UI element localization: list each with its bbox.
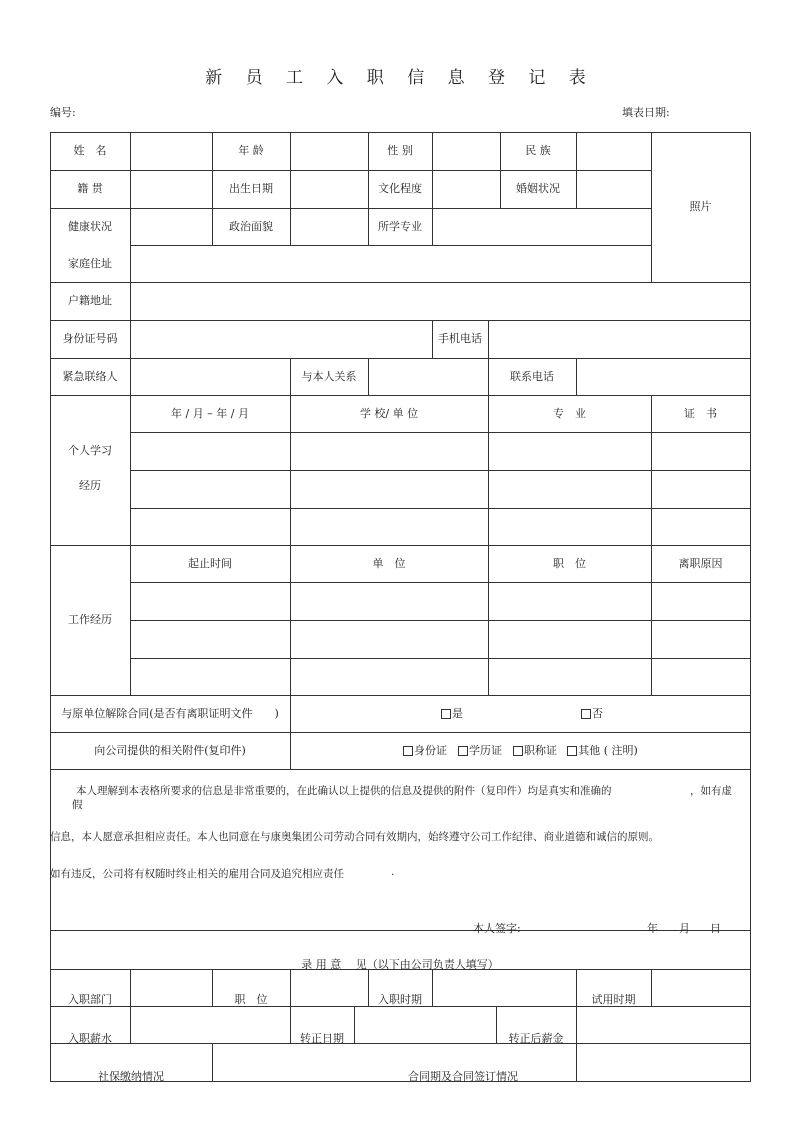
grid-line-vertical xyxy=(130,969,131,1044)
education-label: 文化程度 xyxy=(378,182,422,196)
fill-date-label: 填表日期: xyxy=(622,106,670,119)
grid-line-vertical xyxy=(651,969,652,1007)
contract-no-option[interactable] xyxy=(577,695,607,732)
declaration-line1-wrap: 假 xyxy=(72,799,83,811)
grid-line-horizontal xyxy=(50,282,751,283)
study-header-period: 年 / 月 – 年 / 月 xyxy=(171,406,249,420)
grid-line-vertical xyxy=(576,358,577,396)
attach-id-label: 身份证 xyxy=(414,743,447,757)
attach-title-option[interactable] xyxy=(510,732,560,769)
checkbox-icon[interactable] xyxy=(567,746,577,756)
grid-line-horizontal xyxy=(50,930,751,931)
grid-line-vertical xyxy=(130,132,131,246)
grid-line-horizontal xyxy=(50,1043,751,1044)
sign-day-label: 日 xyxy=(710,922,721,935)
grid-line-vertical xyxy=(130,282,131,321)
home-address-label: 家庭住址 xyxy=(68,256,112,270)
hiring-contract-term-label: 合同期及合同签订情况 xyxy=(408,1070,518,1084)
grid-line-horizontal xyxy=(130,432,751,433)
grid-line-vertical xyxy=(290,969,291,1007)
native-place-label: 籍 贯 xyxy=(77,182,103,196)
declaration-line3: 如有违反，公司将有权随时终止相关的雇用合同及追究相应责任 xyxy=(50,868,344,880)
hiring-dept-label: 入职部门 xyxy=(68,993,112,1007)
signature-label: 本人签字: xyxy=(473,922,521,935)
grid-line-vertical xyxy=(432,969,433,1007)
health-label: 健康状况 xyxy=(68,219,112,233)
study-label-line1: 个人学习 xyxy=(68,444,112,458)
work-header-position: 职 位 xyxy=(553,556,586,570)
id-number-label: 身份证号码 xyxy=(62,332,118,346)
hiring-position-label: 职 位 xyxy=(234,993,268,1007)
declaration-line3-end: . xyxy=(391,866,395,878)
declaration-line1: 本人理解到本表格所要求的信息是非常重要的，在此确认以上提供的信息及提供的附件（复印件）均是真实和准确的 xyxy=(76,785,612,797)
name-label: 姓 名 xyxy=(73,144,107,158)
sign-month-label: 月 xyxy=(679,922,690,935)
checkbox-icon[interactable] xyxy=(513,746,523,756)
birth-date-label: 出生日期 xyxy=(229,182,273,196)
grid-line-vertical xyxy=(212,1043,213,1082)
grid-line-horizontal xyxy=(130,470,751,471)
number-label: 编号: xyxy=(50,106,76,119)
attachments-label: 向公司提供的相关附件(复印件) xyxy=(94,743,246,757)
checkbox-icon[interactable] xyxy=(441,709,451,719)
attach-title-label: 职称证 xyxy=(524,743,557,757)
grid-line-vertical xyxy=(750,132,751,1082)
attach-id-option[interactable] xyxy=(400,732,450,769)
hukou-address-label: 户籍地址 xyxy=(68,294,112,308)
contract-yes-option[interactable] xyxy=(437,695,467,732)
marital-label: 婚姻状况 xyxy=(516,182,560,196)
contract-no-label: 否 xyxy=(592,706,603,720)
contact-phone-label: 联系电话 xyxy=(510,369,554,383)
ethnicity-label: 民 族 xyxy=(525,144,551,158)
grid-line-vertical xyxy=(576,132,577,209)
grid-line-horizontal xyxy=(130,508,751,509)
hiring-regular-date-label: 转正日期 xyxy=(300,1032,344,1046)
hiring-title: 录 用 意 见（以下由公司负责人填写） xyxy=(301,958,499,972)
hiring-regular-salary-label: 转正后薪金 xyxy=(508,1032,564,1046)
study-label-line2: 经历 xyxy=(79,479,101,493)
relation-label: 与本人关系 xyxy=(301,369,357,383)
hiring-probation-label: 试用时期 xyxy=(591,993,636,1007)
attach-degree-option[interactable] xyxy=(455,732,505,769)
emergency-contact-label: 紧急联络人 xyxy=(62,369,118,383)
grid-line-vertical xyxy=(130,320,131,396)
major-label: 所学专业 xyxy=(378,219,422,233)
grid-line-horizontal xyxy=(50,769,751,770)
age-label: 年 龄 xyxy=(238,144,264,158)
grid-line-horizontal xyxy=(50,358,751,359)
grid-line-vertical xyxy=(576,1006,577,1044)
grid-line-vertical xyxy=(368,358,369,396)
sign-year-label: 年 xyxy=(647,922,658,935)
work-header-company: 单 位 xyxy=(372,556,406,570)
attach-other-label: 其他 ( 注明) xyxy=(578,743,638,757)
declaration-line2: 信息，本人愿意承担相应责任。本人也同意在与康奥集团公司劳动合同有效期内，始终遵守公司工作纪律、商业道德和诚信的原则。 xyxy=(50,831,659,843)
grid-line-vertical xyxy=(432,132,433,246)
attach-other-option[interactable] xyxy=(565,732,640,769)
grid-line-vertical xyxy=(488,320,489,359)
grid-line-horizontal xyxy=(130,620,751,621)
grid-line-vertical xyxy=(290,132,291,246)
study-header-certificate: 证 书 xyxy=(684,406,717,420)
contract-yes-label: 是 xyxy=(452,706,463,720)
work-header-period: 起止时间 xyxy=(188,556,232,570)
grid-line-vertical xyxy=(576,1043,577,1082)
checkbox-icon[interactable] xyxy=(458,746,468,756)
work-header-reason: 离职原因 xyxy=(678,556,723,570)
hiring-salary-label: 入职薪水 xyxy=(68,1032,112,1046)
grid-line-horizontal xyxy=(50,208,652,209)
grid-line-horizontal xyxy=(130,245,652,246)
photo-label: 照片 xyxy=(689,200,712,214)
grid-line-vertical xyxy=(290,695,291,770)
attach-degree-label: 学历证 xyxy=(469,743,502,757)
hiring-entry-date-label: 入职时期 xyxy=(378,993,422,1007)
grid-line-horizontal xyxy=(50,320,751,321)
study-header-school: 学 校/ 单 位 xyxy=(359,406,419,420)
form-title: 新 员 工 入 职 信 息 登 记 表 xyxy=(205,68,595,88)
grid-line-vertical xyxy=(354,1006,355,1044)
checkbox-icon[interactable] xyxy=(403,746,413,756)
gender-label: 性 别 xyxy=(387,144,413,158)
contract-label: 与原单位解除合同(是否有离职证明文件 ) xyxy=(61,706,279,720)
grid-line-horizontal xyxy=(130,582,751,583)
work-label: 工作经历 xyxy=(68,613,112,627)
declaration-line1-end: ，如有虚 xyxy=(690,785,732,797)
hiring-insurance-label: 社保缴纳情况 xyxy=(98,1070,164,1084)
political-label: 政治面貌 xyxy=(229,219,273,233)
mobile-label: 手机电话 xyxy=(438,332,482,346)
study-header-major: 专 业 xyxy=(553,406,586,420)
checkbox-icon[interactable] xyxy=(581,709,591,719)
grid-line-horizontal xyxy=(130,658,751,659)
grid-line-vertical xyxy=(130,245,131,283)
